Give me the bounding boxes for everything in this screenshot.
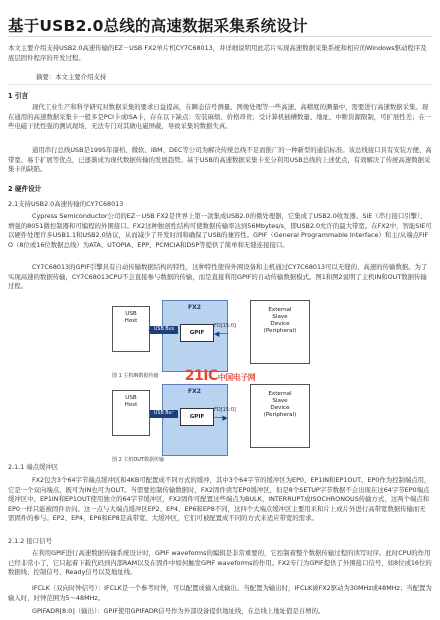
arrow-right-icon: ▶ (172, 410, 178, 418)
section-2-1-paragraph-2: CY7C68013的GPIF引擎具有自动传输数据结构的特性，这种特性使得外围设备和主机通过CY7C68013可以无缝的、高速的传输数据。为了实现高速的数据传输，CY7C68013CPU不会直接参与数据的传输，而是直接利用GPIF的自动传输数据模式。图1和图2说明了主机IN和OUT数据传输过程。 (8, 263, 428, 291)
section-2-1-paragraph-1: Cypress Semiconductor公司的EZ－USB FX2是世界上第一款集成USB2.0的微处理器，它集成了USB2.0收发器、SIE（串行接口引擎）、增强的8051微控制器和可编程的外围接口。FX2这种独创性结构可使数据传输率达到56Mbytes/s，即USB2.0允许的最大带宽。在FX2中，智能SIE可以硬件处理许多USB1.1和USB2.0协议，从而减少了开发时间和确保了USB的兼容性。GPIF（General Programmable Interface）和主/从端点FIFO（8位或16位数据总线）为ATA、UTOPIA、EPP、PCMCIA和DSP等提供了简单和无缝连接接口。 (8, 212, 432, 249)
section-2-1-1-paragraph: FX2包含3个64字节端点缓冲区和4KB可配置成不同方式的缓冲，其中3个64字节的缓冲区为EP0、EP1IN和EP1OUT。EP0作为控制端点用，它是一个双向端点，既可为IN也可为OUT。当需要控制传输数据时，FX2固件读写EP0缓冲区，但是8个SETUP字节数据不会出现在这64字节EP0端点缓冲区中。EP1IN和EP1OUT使用独立的64字节缓冲区，FX2固件可配置这些端点为BULK、INTERRUPT或ISOCHRONOUS传输方式，这两个端点和EP0一样只能被固件访问。这一点与大端点缓冲区EP2、EP4、EP6和EP8不同，这四个大端点缓冲区主要用来和片上或片外进行高带宽数据传输而无需固件的参与。EP2、EP4、EP6和EP8是高带宽、大缓冲区，它们可被配置成不同的方式来适应带宽的需求。 (8, 476, 431, 523)
section-1-paragraph-1: 现代工业生产和科学研究对数据采集的要求日益提高，在瞬态信号测量、图像处理等一些高速、高精度的测量中，需要进行高速数据采集。现在通用的高速数据采集卡一般多是PCI卡或ISA卡，存在以下缺点：安装麻烦、价格昂贵；受计算机插槽数量、地址、中断资源限制，可扩展性差；在一些电磁干扰性强的测试现场，无法专门对其做电磁屏蔽，导致采集的数据失真。 (8, 103, 432, 131)
watermark-tail: 中国电子网 (217, 373, 256, 382)
data-bus-label: FD[15:0] (214, 407, 236, 413)
gpif-block: GPIF (180, 324, 214, 342)
section-2-1-2-paragraph-2: IFCLK（双向时钟信号）：IFCLK是一个参考时钟，可以配置成输入或输出。当配置为输出时，IFCLK被FX2驱动为30MHz或48MHz；当配置为输入时，时钟范围为5～48MHz。 (8, 584, 432, 602)
external-slave-device-box: External Slave Device (Peripheral) (250, 300, 310, 364)
section-2-1-2-heading: 2.1.2 接口信号 (8, 537, 52, 545)
usb-bus-label: USB Bus (150, 326, 178, 334)
gpif-block: GPIF (180, 408, 214, 426)
section-1-heading: 1 引言 (8, 92, 29, 100)
section-2-1-2-paragraph-3: GPIFADR[8:0]（输出）：GPIF使用GPIFADR信号作为外部设备提供地址线，在总线上地址值是自增的。 (32, 607, 325, 615)
fx2-label: FX2 (188, 388, 201, 395)
usb-host-box: USB Host (112, 306, 150, 352)
document-title: 基于USB2.0总线的高速数据采集系统设计 (8, 17, 308, 35)
fx2-label: FX2 (188, 304, 201, 311)
figure-2-out-transfer (110, 382, 320, 482)
section-1-paragraph-2: 通用串行总线USB是1995年康柏、微软、IBM、DEC等公司为解决传统总线不足而推广的一种新型的通信标准。该总线接口具有安装方便、高带宽、易于扩展等优点，已逐渐成为现代数据传输的发展趋势。基于USB的高速数据采集卡充分利用USB总线的上述优点，有效解决了传统高速数据采集卡的缺陷。 (8, 146, 432, 174)
section-2-1-heading: 2.1支持USB2.0高速传输的CY7C68013 (8, 200, 124, 208)
data-bus-label: FD[15:0] (214, 323, 236, 329)
title-divider (8, 36, 432, 37)
usb-bus-label: USB Bus (150, 410, 178, 418)
arrow-left-icon: ◀ (148, 326, 154, 334)
intro-paragraph: 本文主要介绍支持USB2.0高速传输的EZ－USB FX2单片机CY7C68013，并详细说明用此芯片实现高速数据采集系统和相应的Windows驱动程序及底层固件程序的开发过程。 (8, 44, 427, 62)
abstract-line: 摘要：本文主要介绍支持 (36, 73, 107, 81)
watermark-text: 21IC (184, 368, 218, 384)
section-2-heading: 2 硬件设计 (8, 185, 42, 193)
abstract-divider (8, 84, 432, 85)
figure-2-caption: 图 2 主机OUT数据传输 (112, 457, 165, 463)
external-slave-device-box: External Slave Device (Peripheral) (250, 384, 310, 448)
section-2-1-2-paragraph-1: 在利用GPIF进行高速数据传输系统设计时，GPIF waveforms的编辑是非常重要的，它控制着整个数据传输过程的读写时序。此时CPU的作用已经非常小了，它只起着下载代码到内部RAM以及在固件中如何触发GPIF waveforms的作用。FX2专门为GPIF提供了外围接口信号，如8位或16位的数据线、控制信号、Ready信号以及地址线。 (8, 549, 432, 577)
arrow-left-icon: ◀── (214, 330, 228, 338)
figure-1-caption: 图 1 主机IN数据传输 (112, 373, 159, 379)
usb-host-box: USB Host (112, 390, 150, 436)
arrow-right-icon: ──▶ (214, 414, 228, 422)
section-2-1-1-heading: 2.1.1 端点缓冲区 (8, 463, 59, 471)
